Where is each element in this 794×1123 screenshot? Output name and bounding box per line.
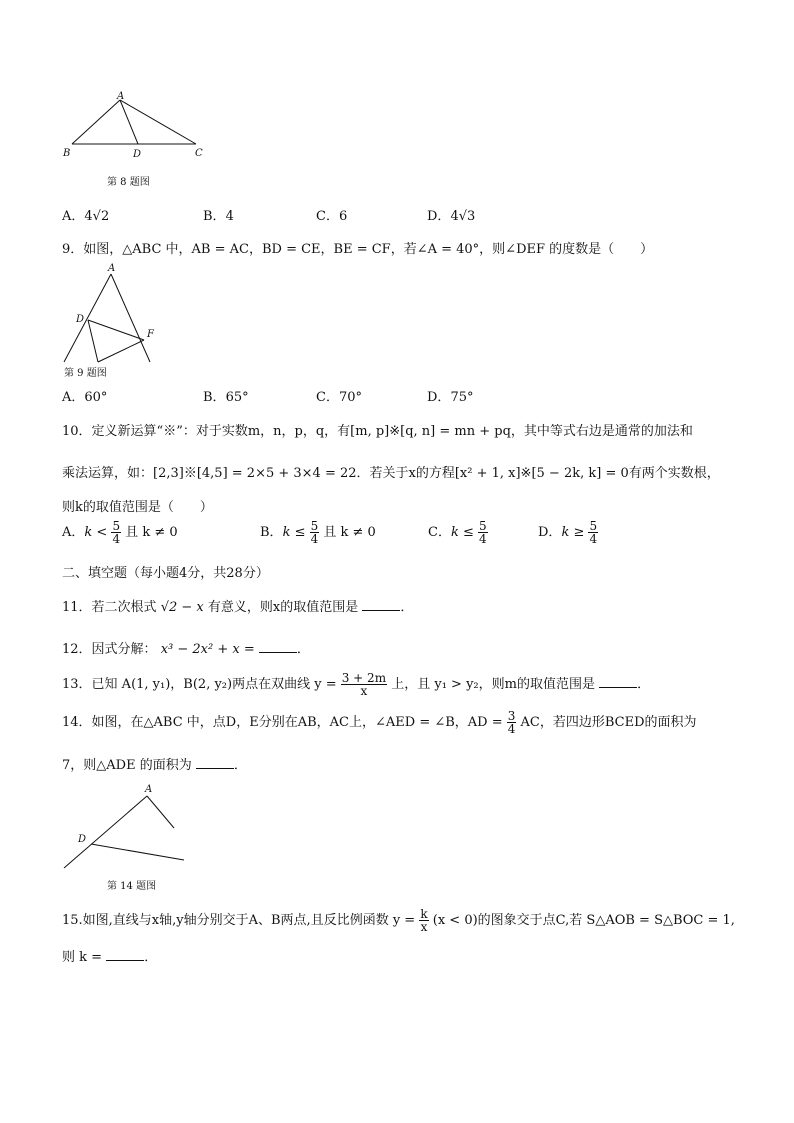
q8-option-d: D．4√3 <box>427 209 476 224</box>
q13-fraction: $\frac{3 + 2m}{x}$ <box>341 671 387 698</box>
q8-option-a: A．4√2 <box>62 209 110 224</box>
q12: 12．因式分解： x³ − 2x² + x = ． <box>62 642 310 657</box>
q10-option-d-fraction: $\frac{5}{4}$ <box>589 519 598 546</box>
q14-line-1: 14．如图，在△ABC 中，点D，E分别在AB，AC上，∠AED = ∠B，AD = $\frac{3}{4}$ AC，若四边形BCED的面积为 <box>62 709 697 736</box>
fig9-edge-ab <box>64 274 111 362</box>
figure-14 <box>58 778 198 873</box>
q10-line-1: 10．定义新运算“※”：对于实数m，n，p，q，有[m, p]※[q, n] = mn + pq，其中等式右边是通常的加法和 <box>62 424 693 439</box>
q8-option-c: C．6 <box>316 209 348 224</box>
q15-line-2: 则 k = ． <box>62 950 158 965</box>
q11: 11．若二次根式 √2 − x 有意义，则x的取值范围是 ． <box>62 600 414 615</box>
figure-9 <box>58 260 168 370</box>
q14-fraction: $\frac{3}{4}$ <box>507 709 516 736</box>
fig9-edge-ac <box>111 274 150 362</box>
fig8-caption: 第 8 题图 <box>107 177 150 188</box>
fig14-edge-de <box>91 844 184 860</box>
q10-line-2: 乘法运算，如：[2,3]※[4,5] = 2×5 + 3×4 = 22．若关于x的方程[x² + 1, x]※[5 − 2k, k] = 0有两个实数根， <box>62 466 720 481</box>
q13-answer-blank[interactable] <box>599 675 637 688</box>
q8-option-b: B．4 <box>203 209 234 224</box>
fig9-edge-de <box>88 320 98 362</box>
fig8-label-d: D <box>133 149 142 160</box>
q10-option-d: D．k ≥ $\frac{5}{4}$ <box>538 519 598 546</box>
q10-option-a: A．k < $\frac{5}{4}$ 且 k ≠ 0 <box>62 519 178 546</box>
q14-answer-blank[interactable] <box>196 756 234 769</box>
fig8-edge-ab <box>72 100 120 144</box>
fig14-edge-a-left <box>64 796 147 868</box>
q15-line-1: 15.如图,直线与x轴,y轴分别交于A、B两点,且反比例函数 y = $\frac{k}{x}$ (x < 0)的图象交于点C,若 S△AOB = S△BOC = 1, <box>62 907 735 934</box>
q9-option-d: D．75° <box>427 390 474 405</box>
section-2-heading: 二、填空题（每小题4分，共28分） <box>62 566 269 581</box>
q11-answer-blank[interactable] <box>362 598 400 611</box>
q13: 13．已知 A(1, y₁)，B(2, y₂)两点在双曲线 y = $\frac{3 + 2m}{x}$ 上，且 y₁ > y₂，则m的取值范围是 ． <box>62 671 651 698</box>
q14-line-2: 7，则△ADE 的面积为 ． <box>62 758 247 773</box>
q12-expression: x³ − 2x² + x = <box>160 642 255 657</box>
fig8-edge-ad <box>120 100 138 144</box>
q10-option-c: C．k ≤ $\frac{5}{4}$ <box>428 519 487 546</box>
figure-8 <box>60 90 220 165</box>
fig14-label-a: A <box>145 784 153 795</box>
q10-line-3: 则k的取值范围是（ ） <box>62 500 213 515</box>
fig14-caption: 第 14 题图 <box>107 881 157 892</box>
q11-expression: √2 − x <box>160 600 204 615</box>
q9-option-a: A．60° <box>62 390 108 405</box>
fig9-edge-ef <box>98 340 144 362</box>
fig8-label-a: A <box>117 91 125 102</box>
q10-option-c-fraction: $\frac{5}{4}$ <box>479 519 487 546</box>
q9-stem: 9．如图，△ABC 中，AB = AC，BD = CE，BE = CF，若∠A = 40°，则∠DEF 的度数是（ ） <box>62 242 654 257</box>
q15-answer-blank[interactable] <box>106 948 144 961</box>
q9-option-c: C．70° <box>316 390 362 405</box>
fig9-caption: 第 9 题图 <box>64 368 107 379</box>
q12-answer-blank[interactable] <box>259 640 297 653</box>
fig8-label-b: B <box>63 148 71 159</box>
fig9-label-a: A <box>108 263 116 274</box>
fig9-label-d: D <box>76 314 85 325</box>
fig8-label-c: C <box>195 148 203 159</box>
fig9-label-f: F <box>147 329 154 340</box>
q15-fraction: $\frac{k}{x}$ <box>420 907 428 934</box>
q10-option-b-fraction: $\frac{5}{4}$ <box>310 519 319 546</box>
fig14-label-d: D <box>78 834 87 845</box>
fig8-edge-ac <box>120 100 196 144</box>
q10-option-a-fraction: $\frac{5}{4}$ <box>112 519 121 546</box>
q10-option-b: B．k ≤ $\frac{5}{4}$ 且 k ≠ 0 <box>260 519 376 546</box>
fig14-edge-a-right <box>147 796 174 828</box>
q9-option-b: B．65° <box>203 390 249 405</box>
